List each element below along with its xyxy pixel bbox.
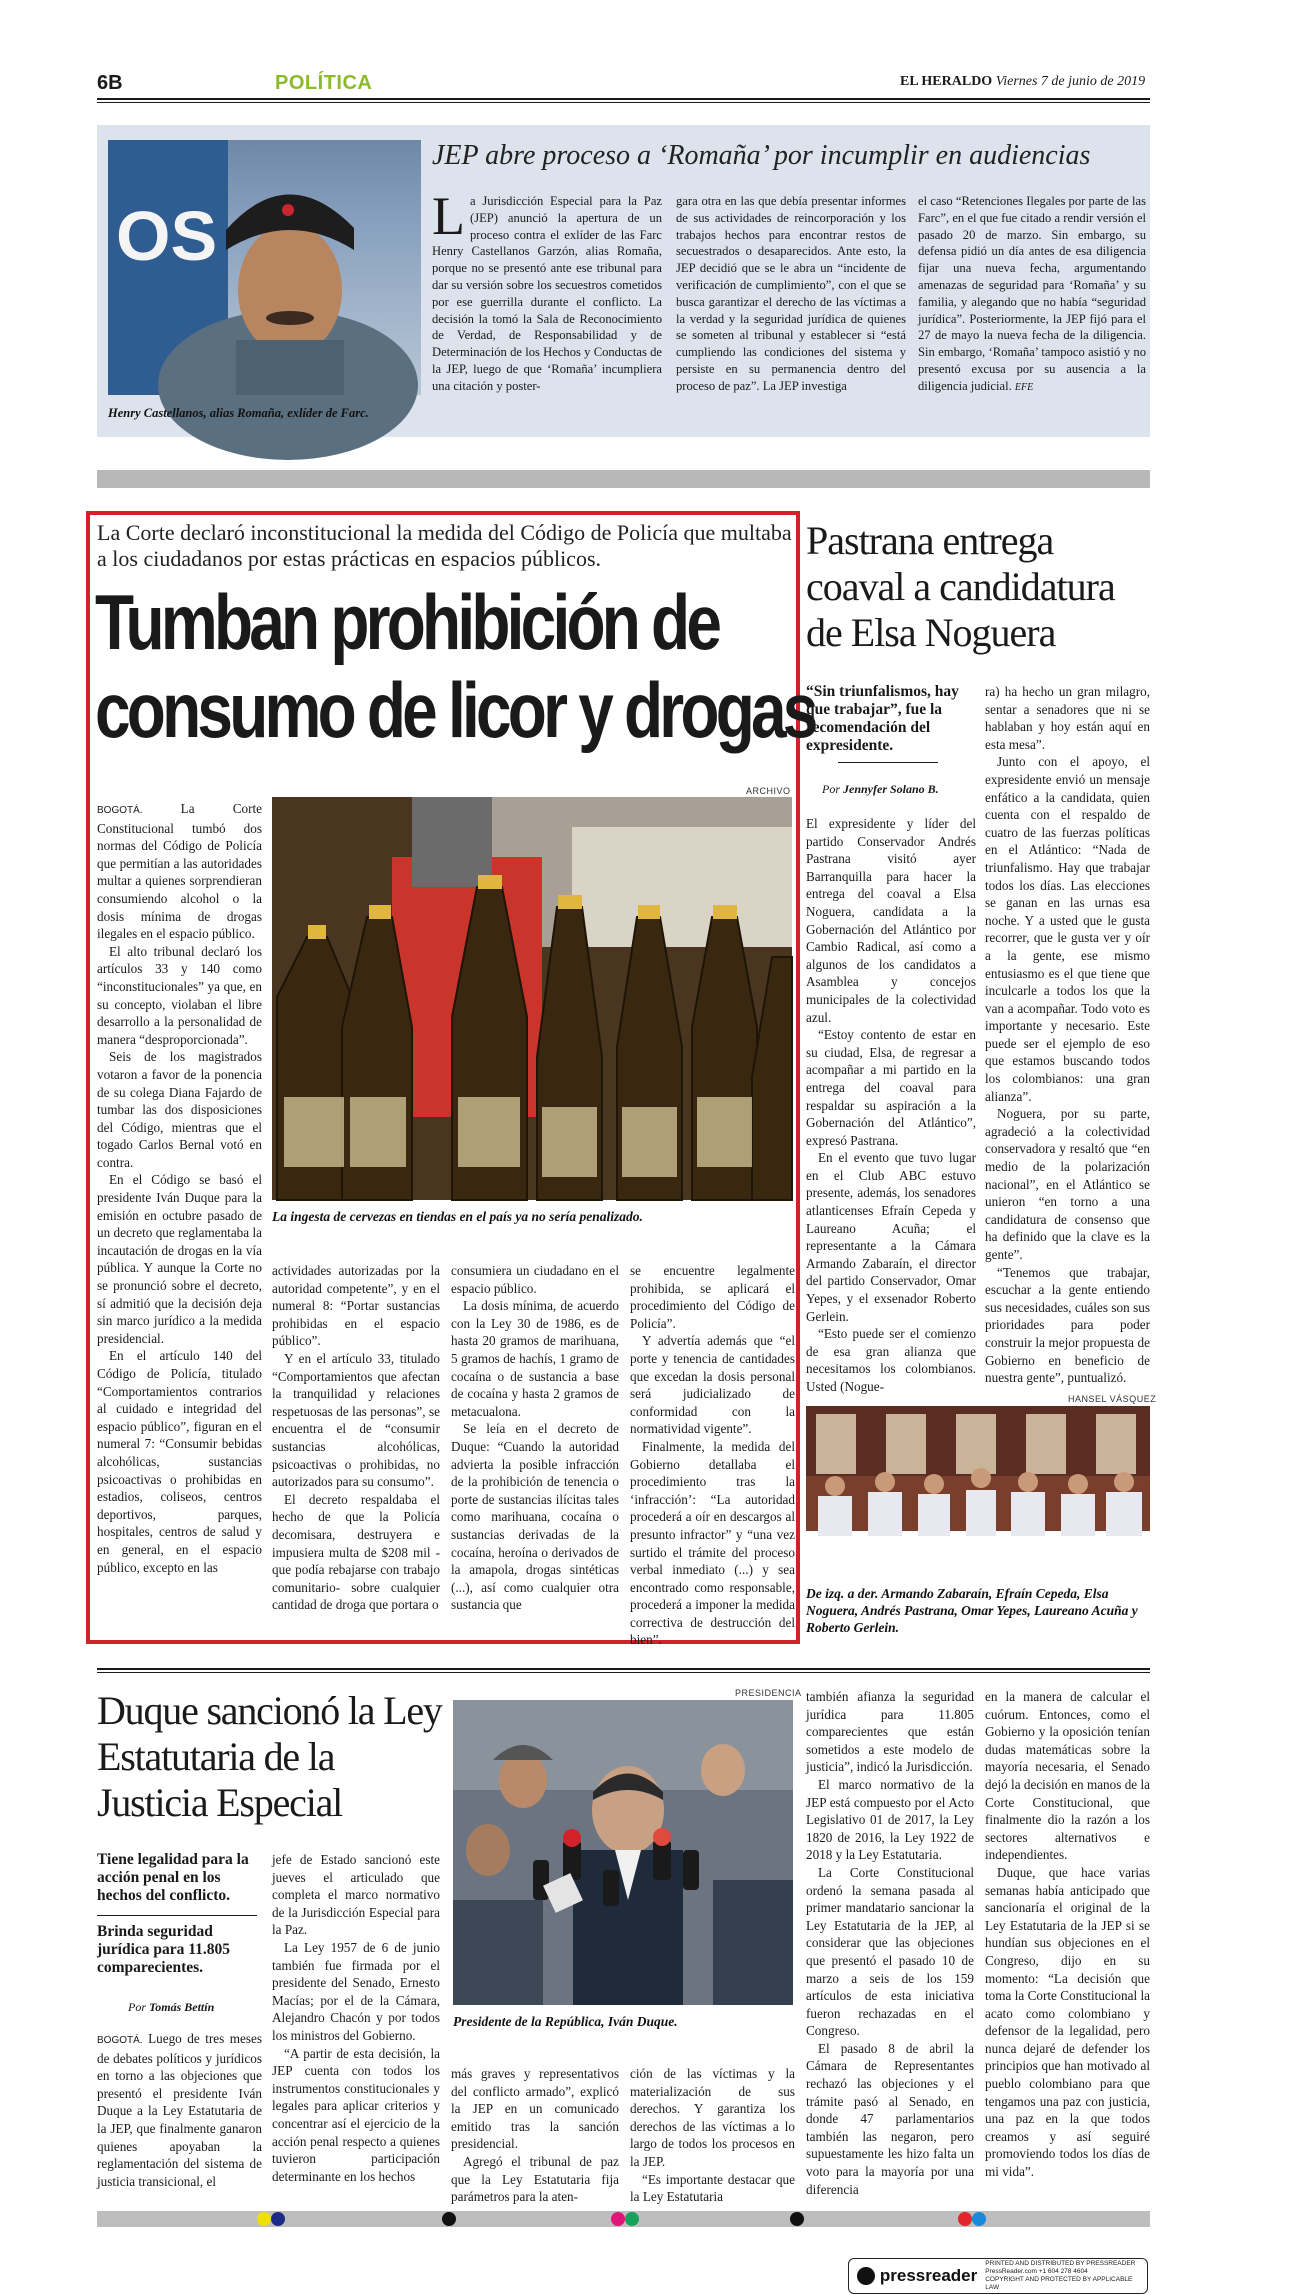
- jep-headline: JEP abre proceso a ‘Romaña’ por incumplir en audiencias: [432, 140, 1091, 171]
- duque-col-2-p2: La Ley 1957 de 6 de junio también fue firmada por el presidente del Senado, Ernesto Macías; por el de la Cámara, Alejandro Chacón y por todos los ministros del Gobierno.: [272, 1939, 440, 2043]
- pastrana-col-2-p3: Noguera, por su parte, agradeció a la colectividad conservadora y resaltó que “en medio de la polarización nacional”, en el Atlántico se unieron “en torno a una candidatura de consenso que ha definido que la clave es la gente”.: [985, 1106, 1150, 1262]
- corte-dateline: BOGOTÁ.: [97, 805, 143, 816]
- duque-summary-2: Brinda seguridad jurídica para 11.805 comparecientes.: [97, 1923, 231, 1976]
- page-number: 6B: [97, 72, 123, 94]
- duque-byline: [128, 2000, 214, 2015]
- duque-photo: [453, 1700, 793, 2005]
- corte-col-4-p3: Finalmente, la medida del Gobierno detallaba el procedimiento tras la ‘infracción’: “La autoridad procederá a oír en descargos al presunto infractor” y “una vez surtido el trámite del proceso verbal inmediato (...) y sea encontrado como responsable, procederá a imponer la medida correctiva de destrucción del bien”.: [630, 1438, 795, 1648]
- duque-col-2-p3: “A partir de esta decisión, la JEP cuenta con todos los instrumentos constitucionales y legales para aplicar criterios y concentrar así el ejercicio de la acción penal respecto a quienes tuvieron participación determinante en los hechos: [272, 2045, 440, 2184]
- corte-photo-credit: ARCHIVO: [746, 786, 791, 796]
- pastrana-photo: [806, 1406, 1150, 1578]
- duque-col-2-p1: jefe de Estado sancionó este jueves el articulado que completa el marco normativo de la Jurisdicción Especial para la Paz.: [272, 1852, 440, 1938]
- pressreader-legal: [985, 2260, 1147, 2292]
- jep-col-1: [432, 186, 662, 423]
- corte-col-3-p1: consumiera un ciudadano en el espacio público.: [451, 1263, 619, 1296]
- corte-headline: [95, 578, 815, 754]
- duque-col-4-p1: ción de las víctimas y la materialización de sus derechos. Y garantiza los derechos de las víctimas a lo largo de todos los procesos en la JEP.: [630, 2066, 795, 2169]
- duque-col-5-p2: El marco normativo de la JEP está compuesto por el Acto Legislativo 01 de 2017, la Ley 1820 de 2016, la Ley 1922 de 2018 y la Ley Estatutaria.: [806, 1776, 974, 1863]
- beer-photo: [272, 797, 792, 1200]
- duque-col-3-p1: más graves y representativos del conflicto armado”, explicó la JEP en un comunicado emitido tras la sanción presidencial.: [451, 2066, 619, 2152]
- pastrana-col-1-p3: En el evento que tuvo lugar en el Club ABC estuvo presente, además, los senadores atlanticenses Efraín Cepeda y Laureano Acuña; el representante a la Cámara Armando Zabaraín, el director del partido Conservador, Omar Yepes, y el exsenador Roberto Gerlein.: [806, 1150, 976, 1324]
- pastrana-byline-name: Jennyfer Solano B.: [843, 782, 939, 796]
- corte-col-1-p2: El alto tribunal declaró los artículos 33 y 140 como “inconstitucionales” ya que, en su concepto, violaban el libre desarrollo a la personalidad de manera “desproporcionada”.: [97, 943, 262, 1047]
- duque-byline-name: Tomás Bettín: [149, 2000, 215, 2014]
- bottom-story-rule: [97, 1668, 1150, 1670]
- corte-col-2-p2: Y en el artículo 33, titulado “Comportamientos que afectan la tranquilidad y relaciones respetuosas de las personas”, se encuentra el de “consumir sustancias alcohólicas, psicoactivas o prohibidas, no autorizados para su consumo”.: [272, 1350, 440, 1490]
- press-scrum-image: [453, 1700, 793, 2005]
- duque-col-3-p2: Agregó el tribunal de paz que la Ley Estatutaria fija parámetros para la aten-: [451, 2153, 619, 2205]
- corte-col-1-p1: La Corte Constitucional tumbó dos normas del Código de Policía que permitían a las autoridades multar a quienes sorprendieran consumiendo alcohol o la dosis mínima de drogas ilegales en el espacio público.: [97, 801, 262, 942]
- duque-byline-prefix: Por: [128, 2000, 146, 2014]
- portrait-image: [108, 140, 421, 395]
- pastrana-col-1: [806, 815, 976, 1394]
- jep-col-2-text: gara otra en las que debía presentar informes de sus actividades de reincorporación y los trabajos hechos para encontrar restos de secuestrados o desaparecidos. Ante esto, la JEP decidió que se le abra un “incidente de verificación de cumplimiento”, con el que se busca garantizar el derecho de las víctimas a la verdad y la seguridad jurídica de quienes se someten al tribunal y establecer si “está cumpliendo las condiciones del sistema y persiste en su permanencia dentro del proceso de paz”. La JEP investiga: [676, 194, 906, 393]
- corte-col-2-p1: actividades autorizadas por la autoridad competente”, y en el numeral 8: “Portar sustancias prohibidas en el espacio público”.: [272, 1263, 440, 1349]
- pressreader-brand: pressreader: [879, 2266, 978, 2285]
- beer-bottles-image: [272, 797, 792, 1200]
- pastrana-photo-credit: HANSEL VÁSQUEZ: [1068, 1394, 1157, 1404]
- pastrana-headline: Pastrana entrega coaval a candidatura de Elsa Noguera: [806, 518, 1115, 655]
- pastrana-col-2-p1: ra) ha hecho un gran milagro, sentar a senadores que ni se hablaban y hoy están aquí en esta mesa”.: [985, 684, 1150, 752]
- corte-col-4: [630, 1262, 795, 1648]
- duque-col-5: [806, 1688, 974, 2205]
- pastrana-byline: [822, 782, 939, 797]
- duque-col-5-p1: también afianza la seguridad jurídica para 11.805 comparecientes que están sometidos a este modelo de justicia”, indicó la Jurisdicción.: [806, 1689, 974, 1775]
- duque-col-4: [630, 2065, 795, 2205]
- pressreader-badge[interactable]: [848, 2258, 1148, 2294]
- pressreader-line-3: COPYRIGHT AND PROTECTED BY APPLICABLE LAW: [985, 2276, 1133, 2291]
- registration-dots: [97, 2211, 1150, 2227]
- duque-headline: Duque sancionó la Ley Estatutaria de la Justicia Especial: [97, 1688, 442, 1825]
- pastrana-col-1-p1: El expresidente y líder del partido Conservador Andrés Pastrana visitó ayer Barranquilla para hacer la entrega del coaval a Elsa Noguera, candidata a la Gobernación del Atlántico por Cambio Radical, así como a algunos de los candidatos a Asamblea y concejos municipales de la colectividad azul.: [806, 816, 976, 1025]
- registration-marks: [97, 2211, 1150, 2227]
- jep-col-3: [918, 193, 1146, 423]
- duque-photo-credit: PRESIDENCIA: [735, 1688, 802, 1698]
- jep-dropcap: L: [432, 186, 465, 246]
- corte-headline-line-1: Tumban prohibición de: [95, 578, 719, 666]
- corte-col-1-p4: En el Código se basó el presidente Iván Duque para la emisión en octubre pasado de un decreto que reglamentaba la incautación de drogas en la vía pública. Y aunque la Corte no se pronunció sobre el decreto, sí admitió que la decisión deja sin marco jurídico a la medida presidencial.: [97, 1172, 262, 1346]
- duque-dateline: BOGOTÁ.: [97, 2035, 143, 2046]
- duque-caption: Presidente de la República, Iván Duque.: [453, 2014, 678, 2029]
- pastrana-col-2-p2: Junto con el apoyo, el expresidente envió un mensaje enfático a la candidata, quien cuenta con el respaldo de cuatro de las fuerzas políticas en el Atlántico: “Nada de triunfalismo. Hay que trabajar todos los días. Las elecciones se ganan en las urnas esa noche. Y a usted que le gusta recorrer, que le gusta ver y oír a la gente, ese mismo entusiasmo es el que tiene que inculcarle a todos los que la van a acompañar. Todo voto es importante y necesario. Este puede ser el ejemplo de eso que estamos buscando todos los colombianos: una gran alianza”.: [985, 754, 1150, 1104]
- pressreader-line-1: PRINTED AND DISTRIBUTED BY PRESSREADER: [985, 2260, 1136, 2267]
- meeting-table-image: [806, 1406, 1150, 1578]
- corte-col-1-p3: Seis de los magistrados votaron a favor de la ponencia de su colega Diana Fajardo de tumbar las dos disposiciones del Código, mientras que el togado Carlos Bernal votó en contra.: [97, 1049, 262, 1170]
- pastrana-col-1-p2: “Estoy contento de estar en su ciudad, Elsa, de regresar a acompañar a mi partido en la entrega del coaval para respaldar su aspiración a la Gobernación del Atlántico”, expresó Pastrana.: [806, 1027, 976, 1148]
- jep-col-2: [676, 193, 906, 423]
- pressreader-icon: [857, 2267, 875, 2285]
- pastrana-col-2: [985, 683, 1150, 1386]
- header-rule-thin: [97, 102, 1150, 103]
- corte-col-4-p2: Y advertía además que “el porte y tenencia de cantidades que excedan la dosis personal será judicializado de conformidad con la normatividad vigente”.: [630, 1333, 795, 1437]
- jep-col-3-text: el caso “Retenciones Ilegales por parte de las Farc”, en el que fue citado a rendir versión el pasado 20 de marzo. Sin embargo, su defensa pidió un día antes de esa diligencia fijar una nueva fecha, argumentando amenazas de seguridad para ‘Romaña’ y su familia, y alegando que no había “seguridad jurídica”. Posteriormente, la JEP fijó para el 27 de mayo la nueva fecha de la diligencia. Sin embargo, ‘Romaña’ tampoco asistió y no presentó excusa por su ausencia a la diligencia judicial.: [918, 194, 1146, 393]
- duque-summary-1: Tiene legalidad para la acción penal en los hechos del conflicto.: [97, 1851, 249, 1904]
- duque-col-6-p1: en la manera de calcular el cuórum. Entonces, como el Gobierno y la oposición tenían dudas matemáticas sobre la mayoría necesaria, el Senado dejó la decisión en manos de la Corte Constitucional, que finalmente dio la razón a los sectores alternativos e independientes.: [985, 1689, 1150, 1863]
- bottom-story-rule-thin: [97, 1672, 1150, 1673]
- svg-text:OS: OS: [116, 197, 218, 275]
- duque-col-6: [985, 1688, 1150, 2205]
- separator-bar: [97, 470, 1150, 488]
- paper-name: EL HERALDO: [900, 74, 993, 89]
- duque-col-1-text: Luego de tres meses de debates políticos y jurídicos en torno a las objeciones que presentó el presidente Iván Duque a la Ley Estatutaria de la JEP, que finalmente ganaron quienes apoyaban la reglamentación del sistema de justicia transicional, el: [97, 2031, 263, 2189]
- corte-col-1-p5: En el artículo 140 del Código de Policía, titulado “Comportamientos contrarios al cuidado e integridad del espacio público”, figuran en el numeral 7: “Consumir bebidas alcohólicas, sustancias psicoactivas o prohibidas en estadios, coliseos, centros deportivos, parques, hospitales, centros de salud y en general, en el espacio público, excepto en las: [97, 1348, 262, 1575]
- corte-col-2: [272, 1262, 440, 1632]
- duque-col-6-p2: Duque, que hace varias semanas había anticipado que sancionaría el original de la Ley Estatutaria de la JEP si se hundían sus objeciones en el Congreso, dijo en su momento: “La decisión que toma la Corte Constitucional la acato como colombiano y defensor de la legalidad, pero nunca dejaré de defender los principios que han motivado al pueblo colombiano para que tengamos una paz con justicia, una paz en la que todos creamos y así seguiré promoviendo todos los días de mi vida”.: [985, 1864, 1150, 2180]
- duque-col-5-p4: El pasado 8 de abril la Cámara de Representantes rechazó las objeciones y el trámite pasó al Senado, en donde 47 parlamentarios también las negaron, pero supuestamente les hizo falta un voto para la mayoría por una diferencia: [806, 2040, 974, 2197]
- pastrana-summary: “Sin triunfalismos, hay que trabajar”, fue la recomendación del expresidente.: [806, 683, 959, 754]
- duque-col-4-p2: “Es importante destacar que la Ley Estatutaria: [630, 2171, 795, 2205]
- duque-col-1: [97, 2030, 262, 2205]
- beer-caption: La ingesta de cervezas en tiendas en el país ya no sería penalizado.: [272, 1209, 643, 1224]
- corte-col-1: [97, 800, 262, 1632]
- duque-col-3: [451, 2065, 619, 2205]
- romana-caption: Henry Castellanos, alias Romaña, exlíder de Farc.: [108, 406, 369, 420]
- corte-col-3-p2: La dosis mínima, de acuerdo con la Ley 30 de 1986, es de hasta 20 gramos de marihuana, 5 gramos de hachís, 1 gramo de cocaína o de sustancia a base de cocaína y hasta 2 gramos de metacualona.: [451, 1298, 619, 1419]
- pastrana-caption: De izq. a der. Armando Zabaraín, Efraín Cepeda, Elsa Noguera, Andrés Pastrana, Omar Yepes, Laureano Acuña y Roberto Gerlein.: [806, 1586, 1138, 1635]
- jep-signoff: EFE: [1014, 381, 1034, 393]
- section-label: POLÍTICA: [275, 72, 373, 94]
- duque-col-5-p3: La Corte Constitucional ordenó la semana pasada al primer mandatario sancionar la Ley Estatutaria de la JEP, al considerar que las objeciones que presentó el pasado 10 de marzo a seis de los 159 artículos de esta iniciativa fueron rechazadas en el Congreso.: [806, 1864, 974, 2039]
- masthead: [900, 74, 1145, 90]
- corte-col-2-p3: El decreto respaldaba el hecho de que la Policía decomisara, destruyera e impusiera multa de $208 mil -que podía rebajarse con trabajo comunitario- sobre cualquier cantidad de droga que portara o: [272, 1491, 440, 1613]
- corte-col-3: [451, 1262, 619, 1632]
- duque-col-2: [272, 1851, 440, 2206]
- pastrana-summary-rule: [838, 762, 938, 763]
- pastrana-byline-prefix: Por: [822, 782, 840, 796]
- pastrana-col-1-p4: “Esto puede ser el comienzo de esa gran alianza que necesitamos los colombianos. Usted (Nogue-: [806, 1326, 976, 1394]
- romana-photo: [108, 140, 421, 395]
- jep-col-1-text: a Jurisdicción Especial para la Paz (JEP) anunció la apertura de un proceso contra el exlíder de las Farc Henry Castellanos Garzón, alias Romaña, porque no se presentó ante ese tribunal para dar su versión sobre los secuestros cometidos por ese guerrilla durante el conflicto. La decisión la tomó la Sala de Reconocimiento de Verdad, de Responsabilidad y de Determinación de los Hechos y Conductas de la JEP, luego de que ‘Romaña’ incumpliera una citación y poster-: [432, 194, 662, 393]
- issue-date: Viernes 7 de junio de 2019: [995, 74, 1146, 89]
- corte-col-4-p1: se encuentre legalmente prohibida, se aplicará el procedimiento del Código de Policía”.: [630, 1263, 795, 1331]
- corte-col-3-p3: Se leía en el decreto de Duque: “Cuando la autoridad advierta la posible infracción de la prohibición de tenencia o porte de sustancias ilícitas tales como marihuana, cocaína o sustancias derivadas de la cocaína, heroína o derivados de la amapola, drogas sintéticas (...), así como cualquier otra sustancia que: [451, 1421, 619, 1613]
- pastrana-col-2-p4: “Tenemos que trabajar, escuchar a la gente entiendo sus necesidades, cuáles son sus prioridades para poder construir la mejor propuesta de Gobierno en beneficio de nuestra gente”, puntualizó.: [985, 1264, 1150, 1386]
- corte-headline-line-2: consumo de licor y drogas: [95, 666, 815, 754]
- corte-kicker: La Corte declaró inconstitucional la medida del Código de Policía que multaba a los ciudadanos por estas prácticas en espacios públicos.: [97, 520, 792, 571]
- header-rule: [97, 98, 1150, 100]
- pressreader-line-2: PressReader.com +1 604 278 4604: [985, 2268, 1088, 2275]
- duque-summary-rule: [97, 1915, 257, 1916]
